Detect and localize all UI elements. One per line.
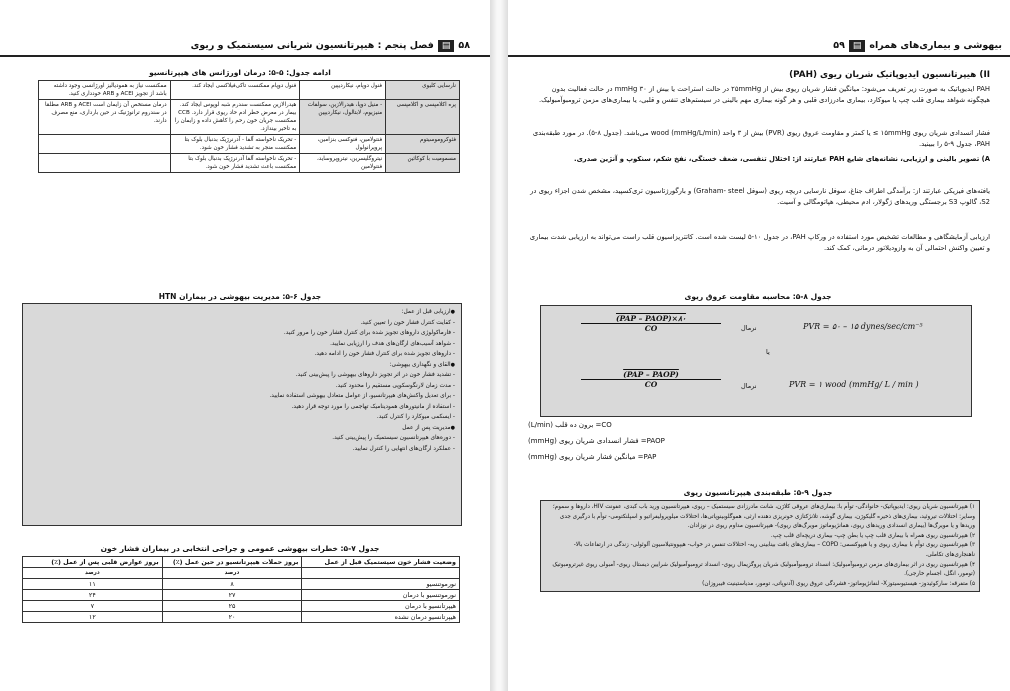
table9-item: ۳) هیپرتانسیون ریوی توأم با بیماری ریوی و یا هیپوکسمی: COPD – بیماری‌های بافت بینابینی ریه- اختلالات تنفس در خواب- هیپوونتیلاسیون آلوئولی- زندگی در ارتفاعات بالا- ناهنجاری‌های تکاملی. [573, 542, 975, 558]
paragraph-physical: یافته‌های فیزیکی عبارتند از: برآمدگی اطراف جناغ، سوفل نارسایی دریچه ریوی (سوفل Graham- steel) و بارگورژتاسیون تری‌کسپید، مشخص شدن اجزاء ریوی در S2، گالوپ S3 برجستگی وریدهای ژگولار، ادم محیطی، هپاتومگالی و آسیت. [530, 187, 990, 206]
table6-item: - استفاده از مانیتورهای همودینامیک تهاجمی را مورد توجه قرار دهید. [29, 402, 455, 413]
table7-header-postop: بروز عوارض قلبی پس از عمل (٪) [23, 557, 163, 568]
table7-row [23, 579, 460, 590]
right-page [508, 0, 1010, 691]
definition-paop-text: PAOP= فشار انسدادی شریان ریوی (mmHg) [528, 437, 665, 445]
table5-cell: - تحریک ناخواسته آلفا آدرنرژیک بدنبال بلوک بتا ممکنست باعث تشدید فشار خون شود. [170, 154, 300, 173]
formula1-denominator: CO [644, 324, 658, 333]
section-title: II) هیپرتانسیون ایدیوپاتیک شریان ریوی (PAH) [789, 70, 990, 80]
definition-paop [528, 437, 768, 445]
table9-item: ۴) هیپرتانسیون ریوی در اثر بیماری‌های مزمن ترومبوآمبولیک: انسداد ترومبوآمبولیک شریان پروگزیمال ریوی- انسداد ترومبوآمبولیک شرایین دیستال ریوی- آمبولی ریوی غیرترومبوتیک (تومور، انگل، اجسام خارجی). [552, 561, 975, 578]
table7-cell: نورموتنسیو [302, 579, 460, 590]
formula1-result: PVR = ۵۰ – ۱۵ dynes/sec/cm⁻⁵ [803, 322, 923, 331]
table5-cell: هیدرالازین ممکنست سندرم شبه لوپوس ایجاد کند. بیمار در معرض خطر ادم حاد ریوی قرار دارد. CCB ممکنست جریان خون رحم را کاهش داده و زایمان را به تاخیر بیندازد. [170, 100, 300, 135]
table5-cell: فنول دوپام ممکنست تاکی‌فیلاکسی ایجاد کند. [170, 81, 300, 100]
table7-cell: ۱۲ [23, 612, 163, 623]
right-page-number: ۵۹ [833, 40, 845, 51]
table7 [22, 556, 460, 623]
table6-item: - فارماکولوژی داروهای تجویز شده برای کنترل فشار خون را مرور کنید. [29, 328, 455, 339]
definition-co [528, 421, 728, 429]
table7-row [23, 590, 460, 601]
table5-cell: درمان مستخص آن زایمان است ACEI و ARB مطلقا در سندروم ترانوژنیک در حین بارداری، منع مصرف دارند. [39, 100, 171, 135]
table7-cell: ۲۷ [162, 590, 302, 601]
right-header [508, 37, 1010, 54]
table7-subheader: درصد [162, 568, 302, 579]
table5-cell [39, 135, 171, 154]
paragraph-lab: ارزیابی آزمایشگاهی و مطالعات تشخیص مورد استفاده در ورکاپ PAH، در جدول ۱۰-۵ لیست شده است. کاتتریزاسیون قلب راست می‌تواند به ارزیابی شدت بیماری و تعیین واکنش احتمالی آن به وازودیلاتور درمانی، کمک کند. [529, 233, 990, 252]
table9-caption: جدول ۹-۵: طبقه‌بندی هیپرتانسیون ریوی [683, 488, 833, 497]
table8-caption: جدول ۸-۵: محاسبه مقاومت عروق ریوی [684, 292, 832, 301]
table7-cell: ۷ [23, 601, 163, 612]
table6-item: ● مدیریت پس از عمل [29, 423, 455, 434]
left-header-title: فصل پنجم : هیپرتانسیون شریانی سیستمیک و ریوی [190, 40, 434, 51]
table7-row [23, 612, 460, 623]
table5-cell: - تحریک ناخواسته آلفا - آدرنرژیک بدنبال بلوک بتا ممکنست منجر به تشدید فشار خون شود. [170, 135, 300, 154]
book-gutter [490, 0, 508, 691]
left-page-number: ۵۸ [458, 40, 470, 51]
table5-row [39, 154, 460, 173]
table5-cell: - منیل دوپا، هیدرالازین، سولفات منیزیوم، لابتالول، نیکاردیپین [300, 100, 386, 135]
table6-item: - کفایت کنترل فشار خون را تعیین کنید. [29, 318, 455, 329]
formula1-numerator: (PAP – PAOP)×۸۰ [581, 314, 721, 324]
table5-row [39, 135, 460, 154]
table5-cell: پره اکلامپسی و اکلامپسی [386, 100, 460, 135]
table6-item: - عملکرد ارگان‌های انتهایی را کنترل نمایید. [29, 444, 455, 455]
paragraph-definition: PAH ایدیوپاتیک به صورت زیر تعریف می‌شود: میانگین فشار شریان ریوی بیش از ۲۵mmHg در حالت استراحت یا بیش از mmHg ۳۰ در حالت فعالیت بدون هیچگونه شواهد بیماری قلب چپ یا میوکارد، بیماری مادرزادی قلبی و هر گونه بیماری مهم بالینی در سیستم‌های تنفس و قلبی، یا بیماری‌های مزمن ترومبوآمبولیک. [538, 85, 990, 104]
left-page [0, 0, 490, 691]
table6-item: - دوره‌های هیپرتانسیون سیستمیک را پیش‌بینی کنید. [29, 433, 455, 444]
table6-item: - برای تعدیل واکنش‌های هیپرتانسیو، از عوامل متعادل بیهوشی استفاده نمایید. [29, 391, 455, 402]
table7-cell: ۱۱ [23, 579, 163, 590]
left-header-rule [0, 55, 490, 57]
formula1-fraction [581, 314, 721, 333]
table5-cell: فنول دوپام، نیکاردیپین [300, 81, 386, 100]
table5-caption: ادامه جدول: ۵-۵: درمان اورژانس های هیپرتانسیو [149, 68, 331, 77]
table7-cell: هیپرتانسیو با درمان [302, 601, 460, 612]
table5-cell: فنتولامین، فنوکسی بنزامین، پروپرانولول [300, 135, 386, 154]
table7-caption: جدول ۷-۵: خطرات بیهوشی عمومی و جراحی انتخابی در بیماران فشار خون [100, 544, 380, 553]
table7-header-intraop: بروز حملات هیپرتانسیو در حین عمل (٪) [162, 557, 302, 568]
subsection-clinical: A) تصویر بالینی و ارزیابی، نشانه‌های شایع PAH عبارتند از: اختلال تنفسی، ضعف خستگی، نفخ شکم، سنکوپ و آنژین صدری. [573, 155, 990, 163]
table7-row [23, 601, 460, 612]
table5-cell: نیتروگلیسرین، نیتروپروساید، فنتولامین [300, 154, 386, 173]
table7-cell: نورموتنسیو با درمان [302, 590, 460, 601]
table9-item: ۵) متفرقه: سارکوئیدوز- هیستیوسیتوزX- لنفانژیوماتوز- فشردگی عروق ریوی (آدنوپاتی، تومور، مدیاستینیت فیبروزان) [702, 580, 975, 587]
formula2-normal-label: نرمال [741, 382, 757, 390]
table5-cell [39, 154, 171, 173]
table6-item: - ایسکمی میوکارد را کنترل کنید. [29, 412, 455, 423]
table5 [38, 80, 460, 173]
left-book-icon: ▤ [438, 40, 455, 52]
table5-cell: مسمومیت با کوکائین [386, 154, 460, 173]
definition-pap [528, 453, 768, 461]
table6-box [22, 303, 462, 526]
table5-cell: نارسایی کلیوی [386, 81, 460, 100]
table6-item: - تشدید فشار خون در اثر تجویز داروهای بیهوشی را پیش‌بینی کنید. [29, 370, 455, 381]
table7-subheader: درصد [23, 568, 163, 579]
table7-subheader [302, 568, 460, 579]
paragraph-pvr: فشار انسدادی شریان ریوی ۱۵mmHg ≥ یا کمتر و مقاومت عروق ریوی (PVR) بیش از ۳ واحد wood (mmHg/L/min) می‌باشد. (جدول ۸-۵). در مورد طبقه‌بندی PAH، جدول ۹-۵ را ببینید. [532, 129, 990, 148]
right-book-icon: ▤ [849, 40, 866, 52]
table5-row [39, 81, 460, 100]
table9-box [540, 500, 980, 592]
formula1-normal-label: نرمال [741, 324, 757, 332]
table6-item: ● ارزیابی قبل از عمل: [29, 307, 455, 318]
table9-item: ۱) هیپرتانسیون شریان ریوی: ایدیوپاتیک- خانوادگی- توأم با: بیماری‌های عروقی کلاژن، شانت مادرزادی سیستمیک – ریوی، هیپرتانسیون ورید باب کبدی، عفونت HIV، داروها و سموم؛ وسایر: اختلالات تیروئید، بیماری‌های ذخیره گلیکوژن، بیماری گوشه، تلانژکتازی خونریزی دهنده ارثی، هموگلوبینوپاتی‌ها، اختلالات میلوپرولیفراتیو و اسپلنکتومی- توأم با درگیری جدی وریدها و یا مویرگ‌ها (بیماری انسدادی وریدهای ریوی، همانژیوماتوز مویرگ‌های ریوی)- هیپرتانسیون مداوم ریوی در نوزادان. [552, 504, 975, 530]
table5-cell: فئوکروموسیتوم [386, 135, 460, 154]
definition-co-text: CO= برون ده قلب (L/min) [528, 421, 612, 429]
table8-formula-box [540, 305, 972, 417]
table6-item: - مدت زمان لارنگوسکوپی مستقیم را محدود کنید. [29, 381, 455, 392]
left-header-content [0, 37, 470, 54]
table7-cell: ۲۵ [162, 601, 302, 612]
formula2-result: PVR = ۱ wood (mmHg/ L / min ) [789, 380, 919, 389]
table5-cell: ممکنست نیاز به همودیالیز اورژانسی وجود داشته باشد از تجویز ACEI و ARB خودداری کنید. [39, 81, 171, 100]
table7-cell: ۲۰ [162, 612, 302, 623]
table7-header-status: وضعیت فشار خون سیستمیک قبل از عمل [302, 557, 460, 568]
table5-row [39, 100, 460, 135]
formula2-numerator: (PAP – PAOP) [581, 370, 721, 380]
right-header-title: بیهوشی و بیماری‌های همراه [869, 40, 1002, 51]
table6-item: - شواهد آسیب‌های ارگان‌های هدف را ارزیابی نمایید. [29, 339, 455, 350]
definition-pap-text: PAP= میانگین فشار شریان ریوی (mmHg) [528, 453, 657, 461]
formula-or: یا [766, 348, 770, 356]
table7-cell: ۸ [162, 579, 302, 590]
table6-item: - داروهای تجویز شده برای کنترل فشار خون را ادامه دهید. [29, 349, 455, 360]
table6-item: ● القای و نگهداری بیهوشی: [29, 360, 455, 371]
table9-item: ۲) هیپرتانسیون ریوی همراه با بیماری قلب چپ یا بطن چپ- بیماری دریچه‌ای قلب چپ. [770, 532, 975, 539]
right-header-rule [508, 55, 1010, 57]
formula2-denominator: CO [644, 380, 658, 389]
table6-caption: جدول ۶-۵: مدیریت بیهوشی در بیماران HTN [158, 292, 322, 301]
table7-cell: هیپرتانسیو درمان نشده [302, 612, 460, 623]
formula2-fraction [581, 370, 721, 389]
table7-cell: ۲۴ [23, 590, 163, 601]
